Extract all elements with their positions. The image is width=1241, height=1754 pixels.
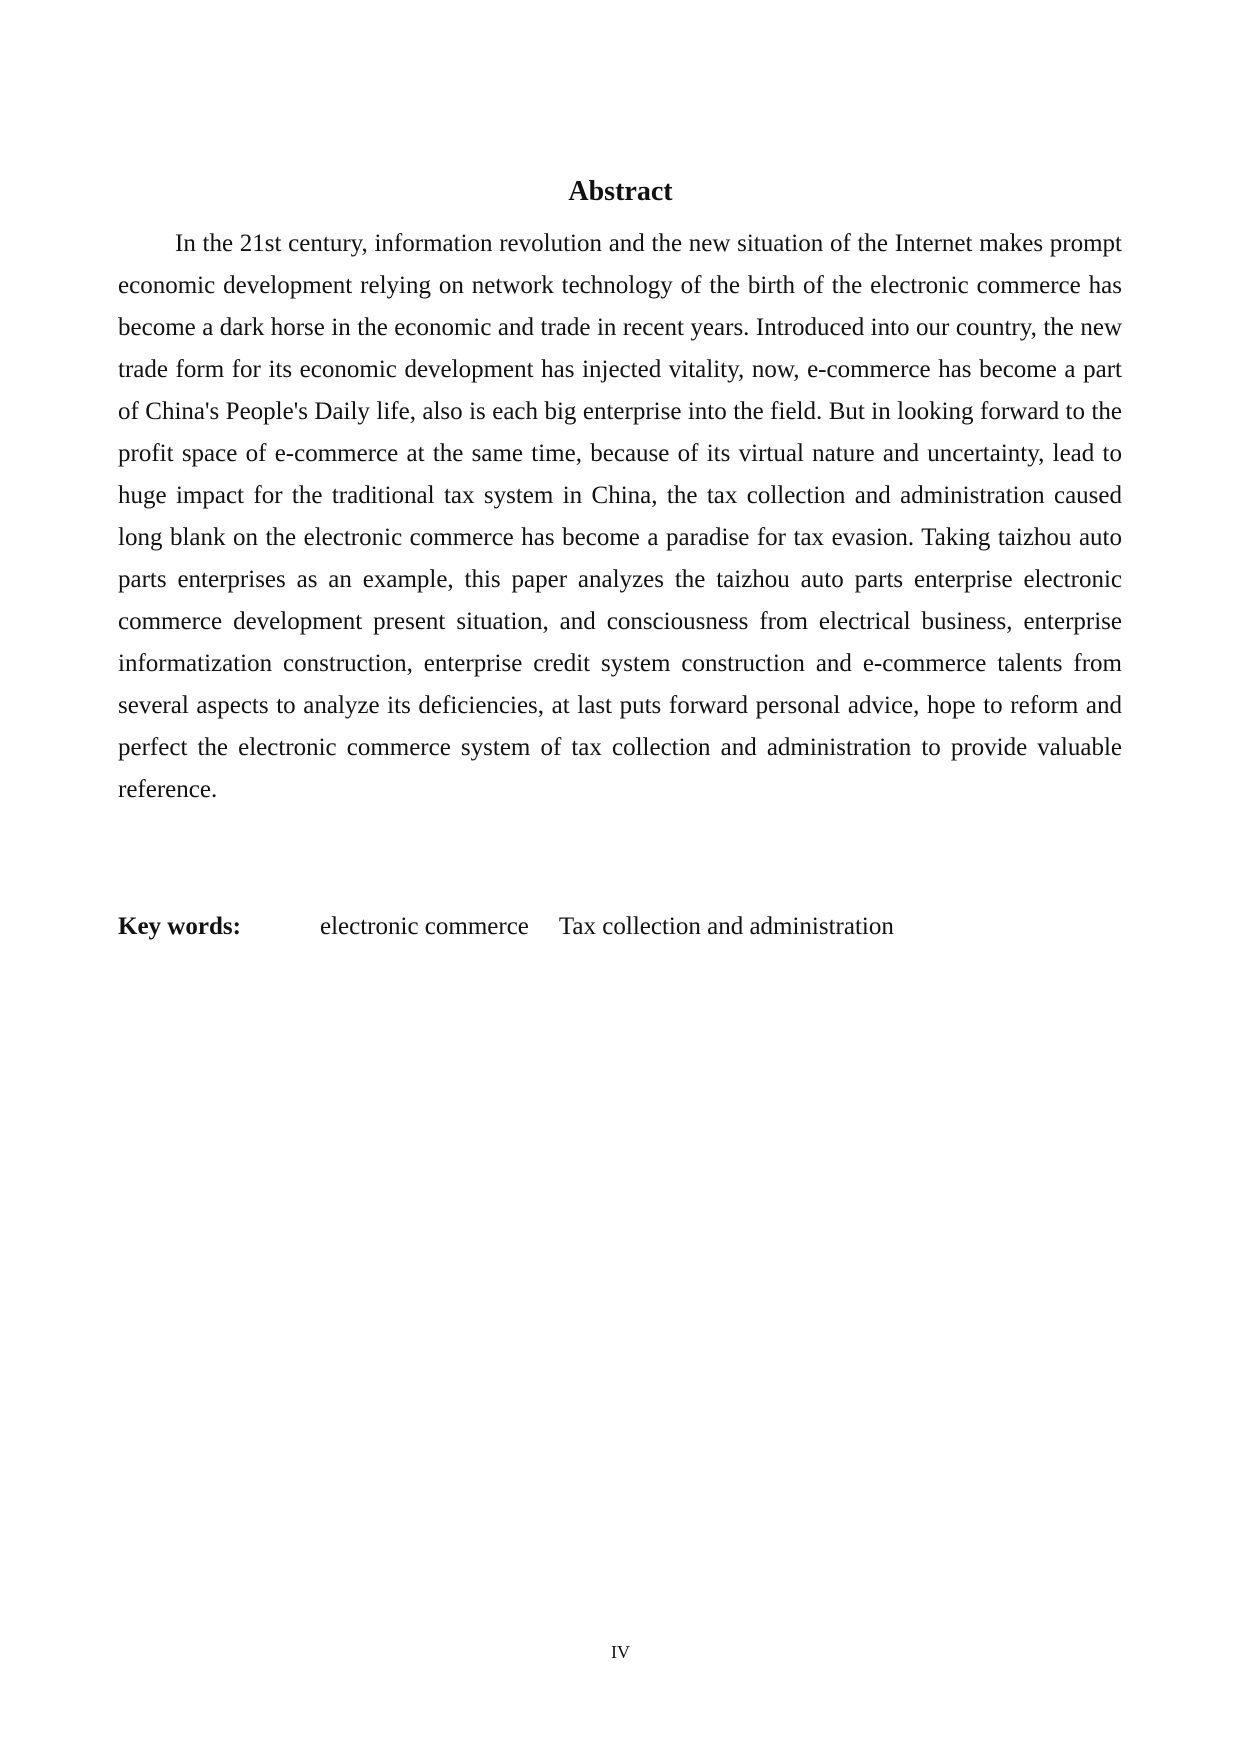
keyword-item: Tax collection and administration <box>558 913 894 940</box>
abstract-title: Abstract <box>568 176 673 207</box>
keyword-item: electronic commerce <box>320 913 529 940</box>
keywords-line <box>118 907 1122 947</box>
abstract-body: In the 21st century, information revolution and the new situation of the Internet makes prompt economic development relying on network technology of the birth of the electronic commerce has become a dark horse in the economic and trade in recent years. Introduced into our country, the new trade form for its economic development has injected vitality, now, e-commerce has become a part of China's People's Daily life, also is each big enterprise into the field. But in looking forward to the profit space of e-commerce at the same time, because of its virtual nature and uncertainty, lead to huge impact for the traditional tax system in China, the tax collection and administration caused long blank on the electronic commerce has become a paradise for tax evasion. Taking taizhou auto parts enterprises as an example, this paper analyzes the taizhou auto parts enterprise electronic commerce development present situation, and consciousness from electrical business, enterprise informatization construction, enterprise credit system construction and e-commerce talents from several aspects to analyze its deficiencies, at last puts forward personal advice, hope to reform and perfect the electronic commerce system of tax collection and administration to provide valuable reference. <box>118 230 1122 803</box>
keywords-label: Key words: <box>118 913 241 940</box>
page-number: IV <box>611 1642 630 1662</box>
